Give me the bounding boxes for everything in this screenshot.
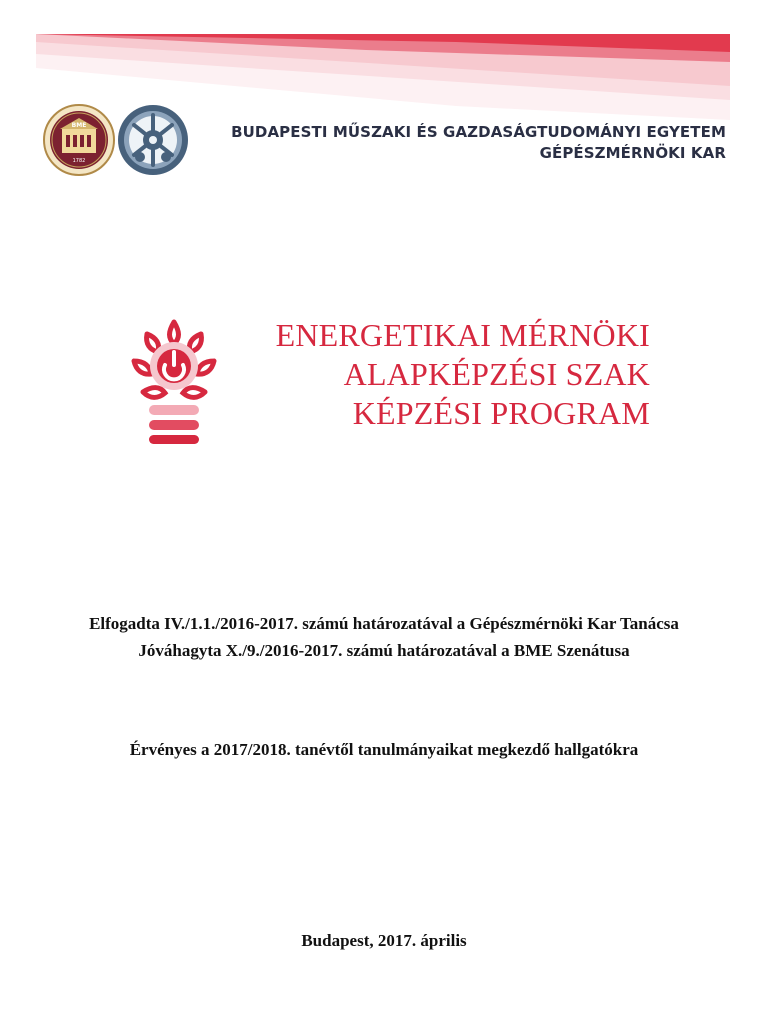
program-title-line-2: ALAPKÉPZÉSI SZAK <box>343 356 650 392</box>
seal-year: 1782 <box>72 158 86 164</box>
institution-name: BUDAPESTI MŰSZAKI ÉS GAZDASÁGTUDOMÁNYI EGYETEM <box>231 123 726 141</box>
program-title-line-3: KÉPZÉSI PROGRAM <box>352 395 650 431</box>
validity-statement: Érvényes a 2017/2018. tanévtől tanulmányaikat megkezdő hallgatókra <box>129 740 639 759</box>
place-date: Budapest, 2017. április <box>301 931 467 950</box>
approval-line-2: Jóváhagyta X./9./2016-2017. számú határozatával a BME Szenátusa <box>138 641 630 660</box>
approval-line-1: Elfogadta IV./1.1./2016-2017. számú határozatával a Gépészmérnöki Kar Tanácsa <box>89 614 679 633</box>
gear-emblem-icon <box>116 103 190 177</box>
faculty-name: GÉPÉSZMÉRNÖKI KAR <box>539 144 726 162</box>
header-title-block <box>186 122 726 164</box>
seal-text-top: BME <box>71 122 87 129</box>
program-title-line-1: ENERGETIKAI MÉRNÖKI <box>275 317 650 353</box>
university-seal-icon <box>42 103 116 177</box>
approval-statement <box>20 610 748 664</box>
program-title <box>200 316 650 433</box>
